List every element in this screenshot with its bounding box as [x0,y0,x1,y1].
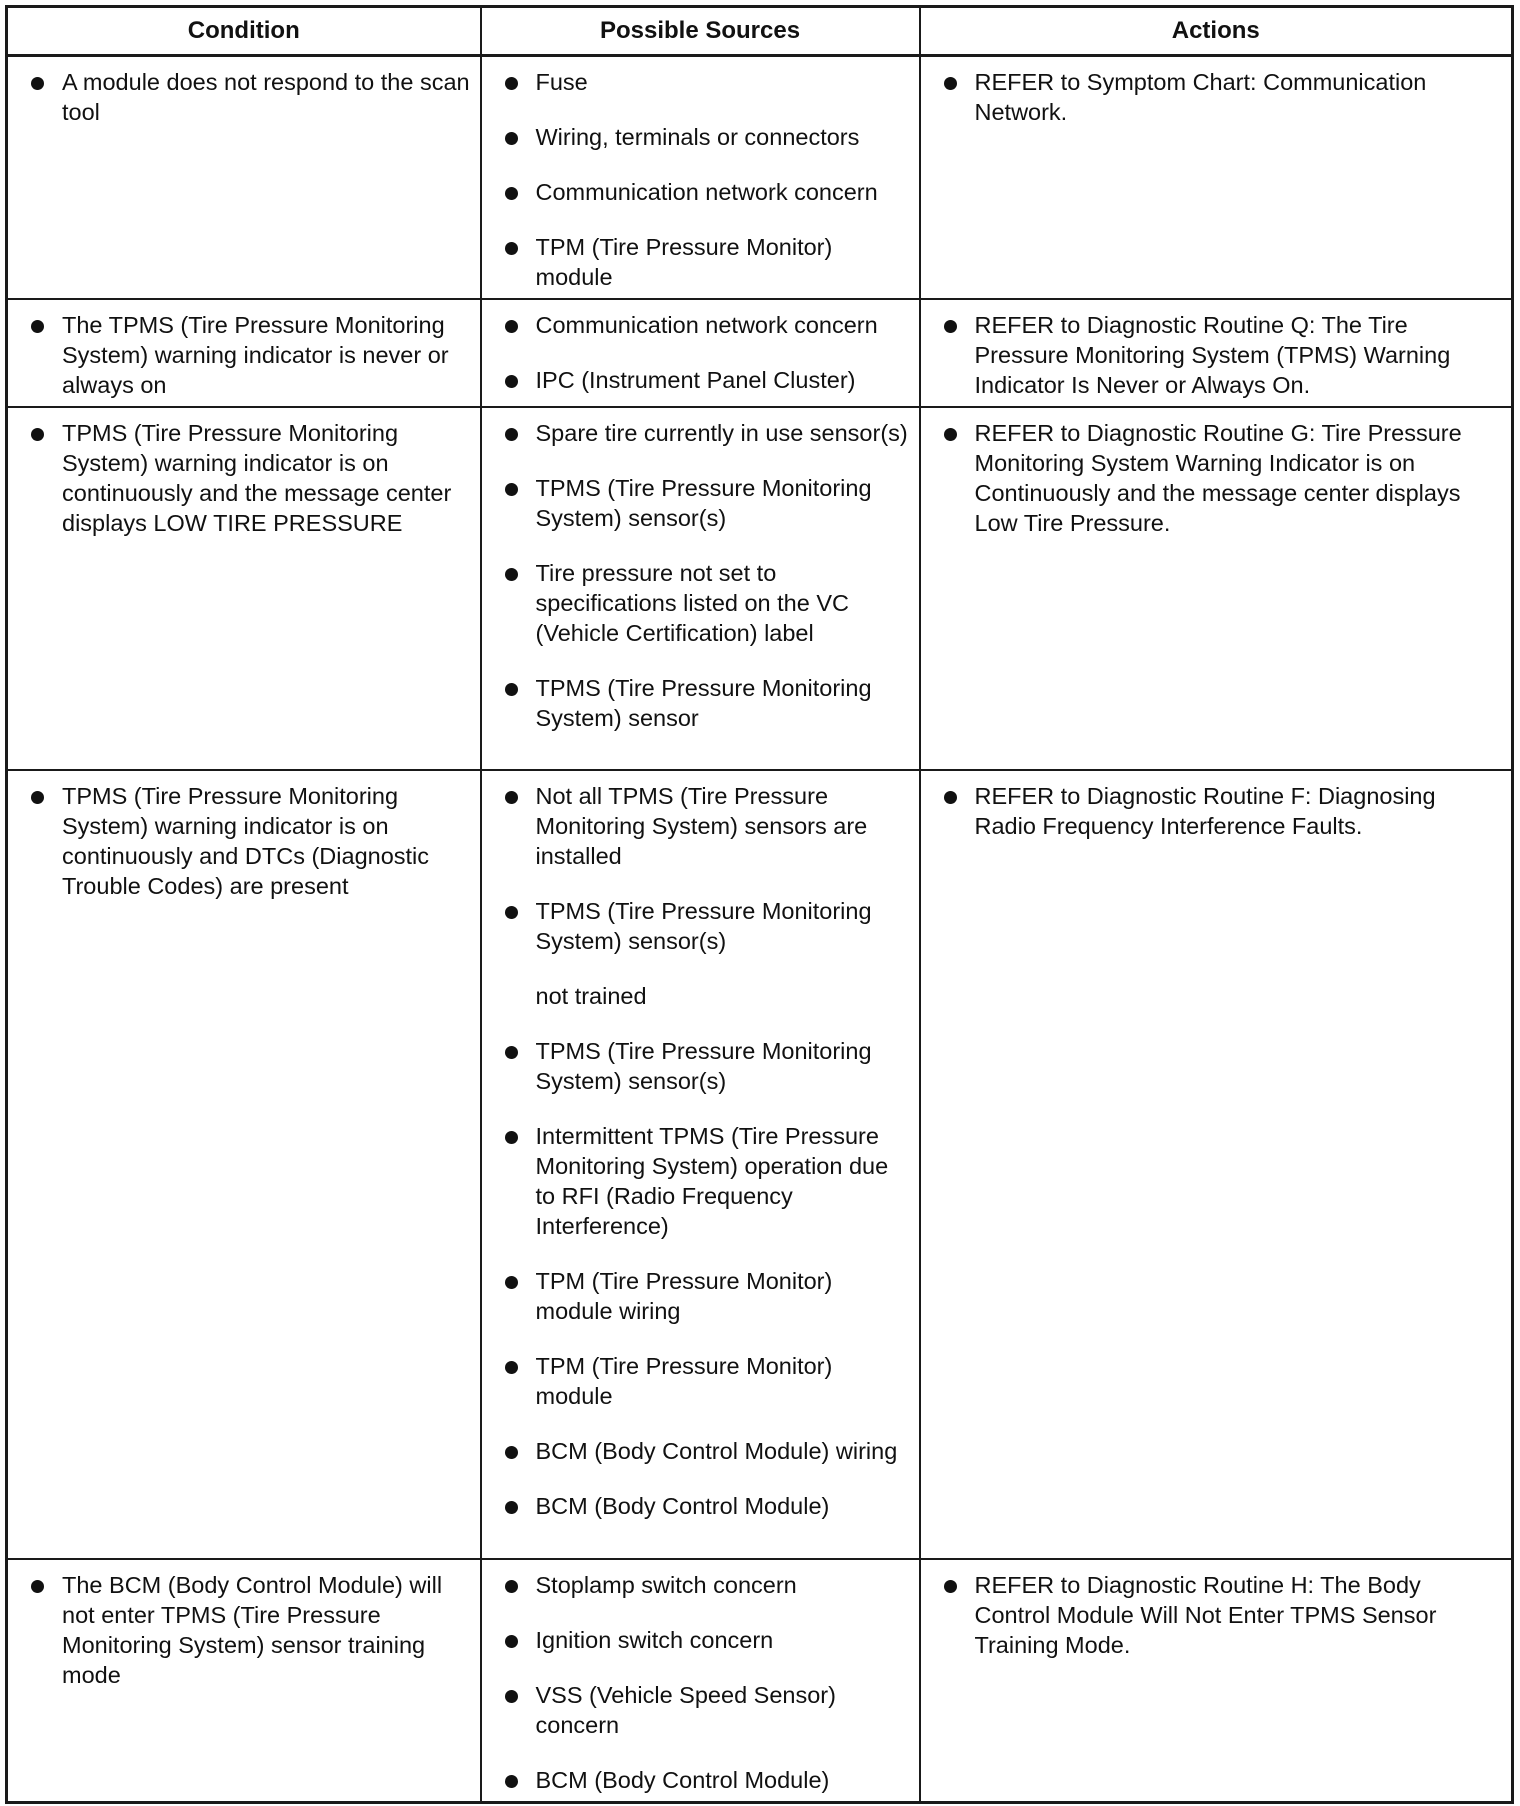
source-item: Fuse [482,67,911,97]
source-item: Not all TPMS (Tire Pressure Monitoring System) sensors are installed [482,781,911,871]
source-item: BCM (Body Control Module) wiring [482,1436,911,1466]
action-cell [920,299,1513,407]
condition-text: TPMS (Tire Pressure Monitoring System) warning indicator is on continuously and DTCs (Diagnostic Trouble Codes) are present [8,781,472,901]
condition-text: The TPMS (Tire Pressure Monitoring System) warning indicator is never or always on [8,310,472,400]
source-item: Spare tire currently in use sensor(s) [482,418,911,448]
symptom-chart-table [5,5,1514,1804]
action-cell [920,56,1513,300]
condition-text: A module does not respond to the scan tool [8,67,472,127]
sources-cell [481,1559,920,1803]
source-item: TPMS (Tire Pressure Monitoring System) sensor(s) [482,473,911,533]
source-item: TPMS (Tire Pressure Monitoring System) sensor [482,673,911,733]
source-item-continuation: not trained [535,983,647,1009]
source-item: Intermittent TPMS (Tire Pressure Monitoring System) operation due to RFI (Radio Frequency Interference) [482,1121,911,1241]
source-item: IPC (Instrument Panel Cluster) [482,365,911,395]
action-text: REFER to Diagnostic Routine Q: The Tire Pressure Monitoring System (TPMS) Warning Indicator Is Never or Always On. [921,310,1504,400]
source-item: Stoplamp switch concern [482,1570,911,1600]
source-item: Wiring, terminals or connectors [482,122,911,152]
condition-cell [7,1559,481,1803]
action-text: REFER to Symptom Chart: Communication Network. [921,67,1504,127]
table-row [7,1559,1513,1803]
source-item: Communication network concern [482,177,911,207]
source-item: BCM (Body Control Module) [482,1765,911,1795]
header-actions: Actions [920,7,1513,56]
sources-cell [481,407,920,770]
header-row [7,7,1513,56]
sources-cell [481,770,920,1559]
condition-cell [7,56,481,300]
source-item: BCM (Body Control Module) [482,1491,911,1521]
condition-text: TPMS (Tire Pressure Monitoring System) warning indicator is on continuously and the message center displays LOW TIRE PRESSURE [8,418,472,538]
action-text: REFER to Diagnostic Routine H: The Body Control Module Will Not Enter TPMS Sensor Training Mode. [921,1570,1504,1660]
source-item: Tire pressure not set to specifications listed on the VC (Vehicle Certification) label [482,558,911,648]
source-item: Ignition switch concern [482,1625,911,1655]
source-item: TPMS (Tire Pressure Monitoring System) sensor(s) [482,1036,911,1096]
source-item: VSS (Vehicle Speed Sensor) concern [482,1680,911,1740]
action-cell [920,770,1513,1559]
sources-cell [481,299,920,407]
table-row [7,407,1513,770]
table-row [7,770,1513,1559]
header-possible-sources: Possible Sources [481,7,920,56]
action-cell [920,407,1513,770]
source-item: TPM (Tire Pressure Monitor) module [482,1351,911,1411]
table-row [7,299,1513,407]
source-item: Communication network concern [482,310,911,340]
condition-cell [7,299,481,407]
action-text: REFER to Diagnostic Routine G: Tire Pressure Monitoring System Warning Indicator is on Continuously and the message center displays Low Tire Pressure. [921,418,1504,538]
table-row [7,56,1513,300]
condition-cell [7,407,481,770]
action-cell [920,1559,1513,1803]
source-item: TPMS (Tire Pressure Monitoring System) sensor(s) [482,896,911,956]
action-text: REFER to Diagnostic Routine F: Diagnosing Radio Frequency Interference Faults. [921,781,1504,841]
source-item: TPM (Tire Pressure Monitor) module wiring [482,1266,911,1326]
source-item: TPM (Tire Pressure Monitor) module [482,232,911,292]
sources-cell [481,56,920,300]
header-condition: Condition [7,7,481,56]
condition-text: The BCM (Body Control Module) will not enter TPMS (Tire Pressure Monitoring System) sensor training mode [8,1570,472,1690]
condition-cell [7,770,481,1559]
